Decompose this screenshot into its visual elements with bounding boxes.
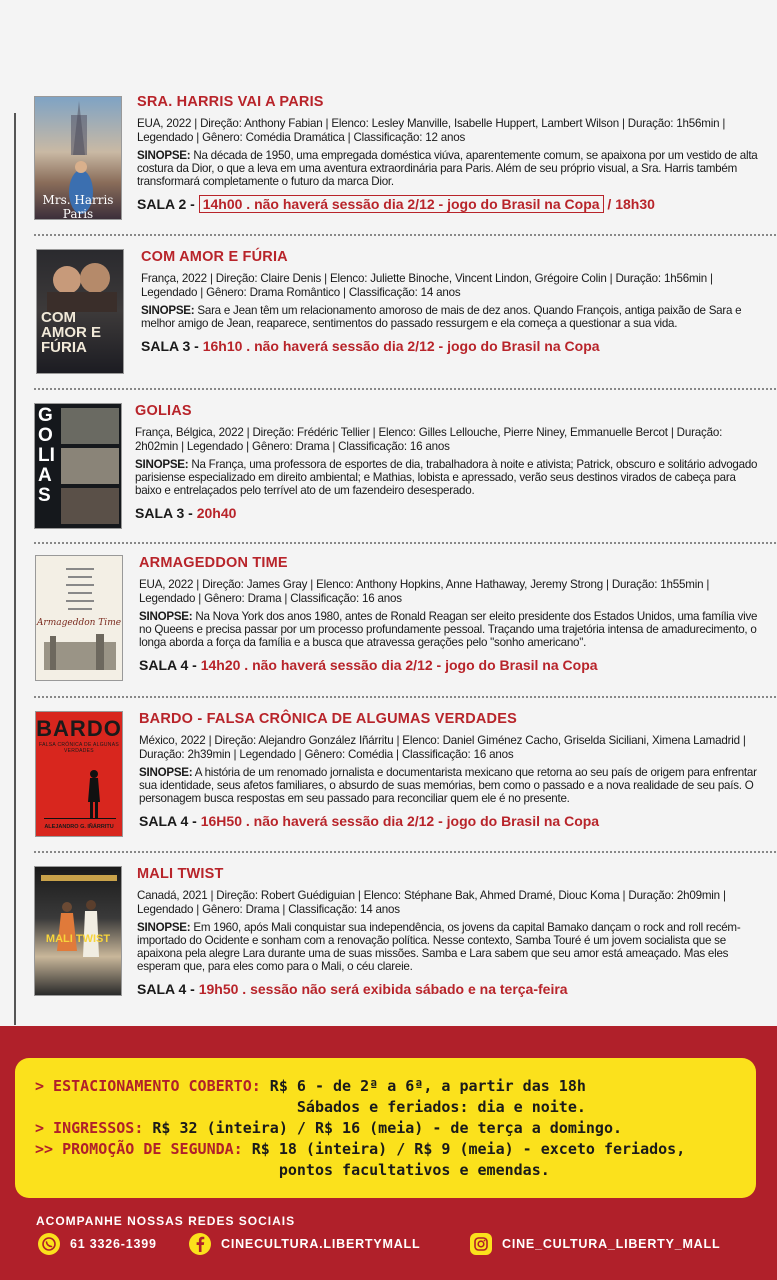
movie-synopsis — [141, 304, 764, 330]
poster-mali-twist[interactable] — [34, 866, 122, 996]
parking-line-2: Sábados e feriados: dia e noite. — [35, 1098, 586, 1116]
movie-meta: Canadá, 2021 | Direção: Robert Guédiguian | Elenco: Stéphane Bak, Ahmed Dramé, Diouc Koma | Duração: 2h09min | Legendado | Gênero: Drama | Classificação: 14 anos — [137, 889, 726, 916]
movie-meta: França, Bélgica, 2022 | Direção: Frédéric Tellier | Elenco: Gilles Lellouche, Pierre Niney, Emmanuelle Bercot | Duração: 2h02min | Legendado | Gênero: Drama | Classificação: 16 anos — [135, 426, 723, 453]
movie-synopsis — [137, 921, 764, 973]
movie-meta: EUA, 2022 | Direção: Anthony Fabian | Elenco: Lesley Manville, Isabelle Huppert, Lambert Wilson | Duração: 1h56min | Legendado | Gênero: Comédia Dramática | Classificação: 12 anos — [137, 117, 726, 144]
synopsis-text: A história de um renomado jornalista e documentarista mexicano que retorna ao seu país de origem para enfrentar sua identidade, seus afetos familiares, o absurdo de suas memórias, bem como o passado e a nova realidade de seu país. O personagem busca respostas em seu passado para reconciliar quem ele é no presente. — [139, 766, 757, 805]
instagram-handle: CINE_CULTURA_LIBERTY_MALL — [502, 1237, 721, 1251]
poster-title: MALI TWIST — [45, 933, 111, 945]
movie-showtime — [139, 657, 764, 673]
movie-title: MALI TWIST — [137, 866, 224, 882]
room-label: SALA 2 - — [137, 196, 195, 212]
movie-showtime — [137, 981, 764, 997]
whatsapp-link[interactable] — [38, 1231, 157, 1257]
synopsis-label: SINOPSE: — [139, 610, 193, 623]
promo-value: R$ 18 (inteira) / R$ 9 (meia) - exceto feriados, — [242, 1140, 686, 1158]
instagram-icon — [470, 1233, 492, 1255]
movie-meta: EUA, 2022 | Direção: James Gray | Elenco: Anthony Hopkins, Anne Hathaway, Jeremy Strong | Duração: 1h55min | Legendado | Gênero: Drama | Classificação: 16 anos — [139, 578, 710, 605]
movie-meta: México, 2022 | Direção: Alejandro González Iñárritu | Elenco: Daniel Giménez Cacho, Griselda Siciliani, Ximena Lamadrid | Duração: 2h39min | Legendado | Gênero: Comédia | Classificação: 16 anos — [139, 734, 746, 761]
movie-title: SRA. HARRIS VAI A PARIS — [137, 94, 324, 110]
footer — [0, 1026, 777, 1280]
facebook-handle: CINECULTURA.LIBERTYMALL — [221, 1237, 421, 1251]
synopsis-label: SINOPSE: — [139, 766, 193, 779]
showtime-text: 14h00 . não haverá sessão dia 2/12 - jogo do Brasil na Copa — [199, 195, 604, 213]
parking-line — [35, 1076, 756, 1097]
synopsis-text: Sara e Jean têm um relacionamento amoroso de mais de dez anos. Quando François, antiga paixão de Sara e melhor amigo de Jean, reaparece, sentimentos do passado ressurgem e ela começa a questionar a sua vida. — [141, 304, 742, 330]
left-rule — [14, 113, 16, 1025]
showtime-text: 16H50 . não haverá sessão dia 2/12 - jogo do Brasil na Copa — [200, 813, 600, 829]
tickets-value: R$ 32 (inteira) / R$ 16 (meia) - de terça a domingo. — [143, 1119, 623, 1137]
poster-bardo[interactable] — [35, 711, 123, 837]
poster-golias[interactable] — [34, 403, 122, 529]
separator — [34, 696, 776, 698]
poster-armageddon[interactable] — [35, 555, 123, 681]
social-heading: ACOMPANHE NOSSAS REDES SOCIAIS — [36, 1214, 296, 1228]
movie-showtime — [141, 338, 764, 354]
showtime-extra: / 18h30 — [603, 196, 655, 212]
movie-showtime — [139, 813, 764, 829]
movie-synopsis — [139, 766, 764, 805]
synopsis-label: SINOPSE: — [141, 304, 195, 317]
movie-title: GOLIAS — [135, 403, 192, 419]
showtime-text: 19h50 . sessão não será exibida sábado e na terça-feira — [198, 981, 568, 997]
poster-com-amor[interactable] — [36, 249, 124, 374]
movie-entry-com-amor — [34, 249, 774, 379]
showtime-text: 16h10 . não haverá sessão dia 2/12 - jogo do Brasil na Copa — [202, 338, 600, 354]
promo-line-2: pontos facultativos e emendas. — [35, 1161, 550, 1179]
tickets-line — [35, 1118, 756, 1139]
poster-sra-harris[interactable] — [34, 96, 122, 220]
instagram-link[interactable] — [470, 1231, 720, 1257]
movie-entry-bardo — [34, 711, 774, 841]
poster-credit: ALEJANDRO G. IÑÁRRITU — [44, 824, 114, 830]
showtime-text: 14h20 . não haverá sessão dia 2/12 - jogo do Brasil na Copa — [200, 657, 598, 673]
movie-meta: França, 2022 | Direção: Claire Denis | Elenco: Juliette Binoche, Vincent Lindon, Grégoire Colin | Duração: 1h56min | Legendado | Gênero: Drama Romântico | Classificação: 14 anos — [141, 272, 713, 299]
movie-showtime — [135, 505, 764, 521]
movie-title: ARMAGEDDON TIME — [139, 555, 288, 571]
movie-info — [139, 555, 764, 673]
showtime-text: 20h40 — [196, 505, 237, 521]
movie-synopsis — [137, 149, 764, 188]
poster-art — [35, 867, 122, 996]
synopsis-label: SINOPSE: — [137, 149, 191, 162]
synopsis-label: SINOPSE: — [135, 458, 189, 471]
movie-entry-golias — [34, 403, 774, 533]
whatsapp-icon — [38, 1233, 60, 1255]
poster-art — [36, 712, 123, 837]
synopsis-text: Na Nova York dos anos 1980, antes de Ronald Reagan ser eleito presidente dos Estados Unidos, uma família vive no Queens e precisa passar por um processo profundamente pessoal. Traçando uma trajetória intensa de amadurecimento, o longa aborda a força da família e a busca que atravessa gerações pelo "sonho americano". — [139, 610, 758, 649]
poster-subtitle: FALSA CRÓNICA DE ALGUNAS VERDADES — [38, 742, 119, 754]
poster-title: GOLIAS — [38, 405, 55, 506]
separator — [34, 851, 776, 853]
parking-label: > ESTACIONAMENTO COBERTO: — [35, 1077, 261, 1095]
movie-info — [139, 711, 764, 829]
movie-info — [137, 94, 764, 212]
room-label: SALA 3 - — [135, 505, 193, 521]
poster-title: BARDO — [36, 716, 122, 741]
room-label: SALA 4 - — [137, 981, 195, 997]
facebook-link[interactable] — [189, 1231, 420, 1257]
movie-entry-armageddon — [34, 555, 774, 685]
tickets-label: > INGRESSOS: — [35, 1119, 144, 1137]
whatsapp-number: 61 3326-1399 — [70, 1237, 157, 1251]
movie-synopsis — [139, 610, 764, 649]
room-label: SALA 4 - — [139, 657, 197, 673]
movie-title: COM AMOR E FÚRIA — [141, 249, 288, 265]
separator — [34, 542, 776, 544]
synopsis-text: Na década de 1950, uma empregada doméstica viúva, aparentemente comum, se apaixona por um vestido de alta costura da Dior, o que a leva em uma aventura extraordinária para Paris. Além de seu próprio visual, a Sra. Harris também transformará completamente o futuro da marca Dior. — [137, 149, 758, 188]
separator — [34, 388, 776, 390]
room-label: SALA 4 - — [139, 813, 197, 829]
movie-entry-mali-twist — [34, 866, 774, 1006]
parking-value: R$ 6 - de 2ª a 6ª, a partir das 18h — [260, 1077, 586, 1095]
price-box — [15, 1058, 756, 1198]
synopsis-label: SINOPSE: — [137, 921, 191, 934]
poster-title: Armageddon Time — [36, 618, 122, 628]
movie-info — [141, 249, 764, 354]
movie-synopsis — [135, 458, 764, 497]
facebook-icon — [189, 1233, 211, 1255]
room-label: SALA 3 - — [141, 338, 199, 354]
promo-label: >> PROMOÇÃO DE SEGUNDA: — [35, 1140, 243, 1158]
movie-title: BARDO - FALSA CRÔNICA DE ALGUMAS VERDADES — [139, 711, 517, 727]
movie-info — [135, 403, 764, 521]
poster-title: Mrs. Harris Paris — [42, 193, 114, 220]
movie-showtime — [137, 196, 764, 212]
synopsis-text: Em 1960, após Mali conquistar sua independência, os jovens da capital Bamako dançam o rock and roll recém-importado do Ocidente e sonham com a renovação política. Nesse contexto, Samba Touré é um jovem socialista que se apaixona pela alegre Lara durante uma de suas missões. Samba e Lara sabem que seu amor está ameaçado. Mas eles esperam que, para eles como para o Mali, o céu clareie. — [137, 921, 741, 973]
movie-entry-sra-harris — [34, 94, 774, 224]
separator — [34, 234, 776, 236]
promo-line — [35, 1139, 756, 1160]
synopsis-text: Na França, uma professora de esportes de dia, trabalhadora à noite e ativista; Patrick, obscuro e solitário advogado parisiense especializado em direito ambiental; e Mathias, lobista e apressado, verão seus destinos virados de cabeça para baixo e entrelaçados pelo terrível ato de um fazendeiro desesperado. — [135, 458, 758, 497]
movie-info — [137, 866, 764, 997]
poster-title: COM AMOR E FÚRIA — [41, 309, 101, 356]
